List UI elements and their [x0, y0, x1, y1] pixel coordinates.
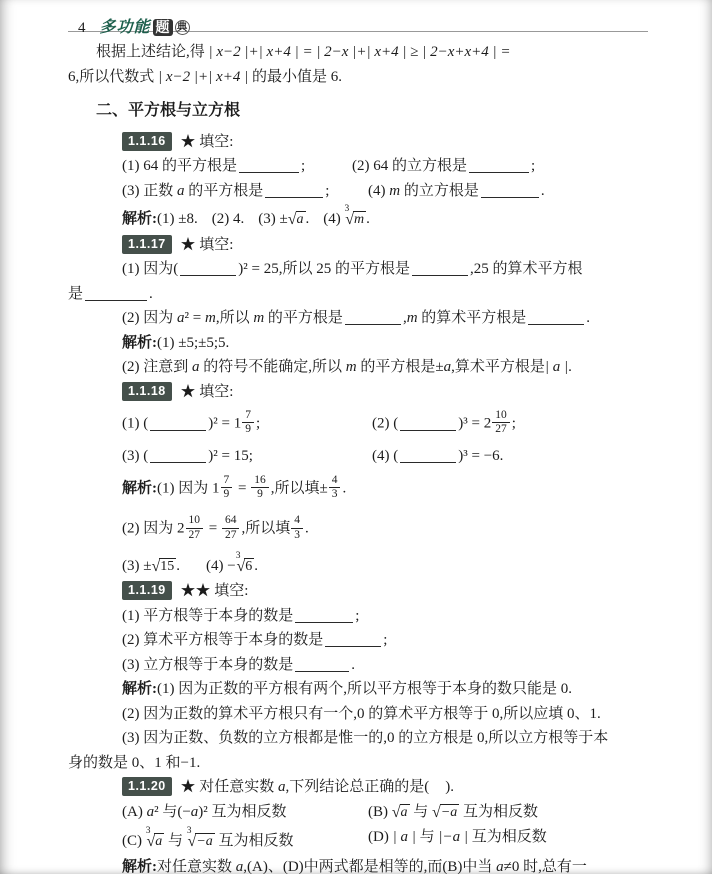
text: (1) 因为( [122, 261, 179, 277]
math-var: a [496, 858, 504, 874]
text: = [205, 521, 221, 538]
radical-sign-icon: √ [345, 211, 355, 228]
paragraph-line [68, 65, 652, 90]
text: 的符号不能确定,所以 [199, 359, 346, 375]
math-var: m [406, 310, 418, 326]
radical-sign-icon: √ [287, 211, 297, 228]
blank-field [400, 416, 456, 431]
text: (2) 注意到 [122, 359, 192, 375]
text: ; [301, 158, 306, 174]
blank-field [295, 657, 349, 672]
blank-field [239, 158, 299, 173]
blank-field [150, 448, 206, 463]
solution-line [122, 855, 652, 874]
continuation-line [68, 282, 652, 307]
solution-line [122, 203, 652, 233]
text: (B) [368, 803, 392, 820]
fraction-numerator: 7 [223, 473, 230, 486]
fraction-denominator: 27 [222, 528, 240, 542]
blank-field [180, 261, 236, 276]
text: (2) 64 的立方根是 [352, 158, 467, 174]
text: ≠0 时,总有一 [503, 858, 587, 874]
text: (4) [323, 211, 345, 227]
text: (3) 正数 [122, 182, 177, 199]
math-var: a [177, 310, 185, 326]
text: (3) ± [258, 211, 288, 227]
problem-line [122, 800, 652, 826]
fraction-denominator: 3 [329, 487, 341, 501]
text: (2) 因为 [122, 310, 177, 326]
fraction [221, 474, 233, 501]
text: (A) [122, 803, 147, 820]
text: ★ 对任意实数 [176, 779, 279, 796]
blank-field [412, 261, 468, 276]
text: ★ 填空: [176, 236, 234, 253]
math-var: m [204, 310, 216, 326]
text: . [304, 521, 309, 538]
text: 根据上述结论,得 [96, 44, 209, 60]
fraction [492, 409, 510, 436]
text: (2) 因为正数的算术平方根只有一个,0 的算术平方根等于 0,所以应填 0、1. [122, 705, 601, 722]
column-2 [368, 179, 545, 204]
text: . [351, 656, 355, 673]
text: (1) ±5;±5;5. [157, 334, 230, 351]
text: (4) [368, 182, 390, 199]
text: 身的数是 0、1 和−1. [68, 754, 201, 771]
solution-label: 解析: [122, 211, 157, 227]
solution-label: 解析: [122, 681, 157, 698]
math-var: a [443, 359, 452, 375]
math-var: a [190, 803, 199, 820]
math-var: a [177, 182, 185, 199]
text: (3) ± [122, 557, 152, 574]
text: )² = 15; [208, 448, 253, 465]
blank-field [469, 158, 529, 173]
solution-line [122, 331, 652, 356]
radicand: m [354, 212, 365, 227]
text: (C) [122, 833, 146, 850]
math-var: a [146, 803, 155, 820]
radical [392, 804, 410, 820]
fraction-denominator: 27 [186, 528, 204, 542]
column-1 [122, 154, 352, 179]
continuation-line [68, 751, 652, 776]
radical [432, 804, 459, 820]
text: 的最小值是 6. [248, 68, 342, 85]
text: 的算术平方根是 [417, 310, 527, 326]
text: . [586, 310, 591, 326]
radical [145, 826, 165, 851]
math-var: | x−2 |+| x+4 | = | 2−x |+| x+4 | ≥ | 2−x+x+4 | = [208, 44, 511, 60]
blank-field [150, 416, 206, 431]
text: (1) 平方根等于本身的数是 [122, 607, 294, 624]
fraction-denominator: 3 [291, 528, 303, 542]
text: ; [325, 182, 330, 199]
radicand: a [155, 834, 163, 850]
radicand: 15 [160, 558, 175, 574]
text: . [254, 557, 258, 574]
problem-line [122, 306, 652, 331]
text: (2) 算术平方根等于本身的数是 [122, 632, 324, 649]
problem-header [122, 233, 652, 258]
text: . [342, 480, 347, 497]
fraction-numerator: 4 [331, 473, 338, 486]
text: . [149, 285, 153, 302]
text: . [366, 211, 370, 227]
page-header [0, 0, 712, 36]
text: (D) [368, 829, 393, 846]
text: ,下列结论总正确的是( [285, 779, 430, 796]
text: (2) 4. [211, 211, 245, 227]
problem-line [122, 653, 652, 678]
radical-index: 3 [235, 550, 241, 561]
problem-line [122, 154, 652, 179]
logo-dian-mark: 典 [175, 20, 190, 35]
math-var: | a | [392, 829, 416, 846]
text: ,所以 [215, 310, 254, 326]
column-1 [122, 444, 372, 469]
fraction [186, 514, 204, 541]
text: ). [445, 779, 455, 796]
blank-field [400, 448, 456, 463]
text: ,所以填 [241, 521, 291, 538]
text: 互为相反数 [467, 829, 547, 846]
text: ; [355, 607, 360, 624]
problem-number-badge: 1.1.19 [122, 581, 172, 600]
logo-ti-badge: 题 [153, 19, 173, 36]
text: 的立方根是 [400, 182, 479, 199]
blank-field [345, 310, 401, 325]
solution-line [122, 550, 652, 580]
problem-number-badge: 1.1.17 [122, 235, 172, 254]
text: 与 [164, 833, 187, 850]
radical [288, 211, 306, 227]
column-1 [122, 800, 368, 825]
text: 6,所以代数式 [68, 68, 159, 85]
problem-number-badge: 1.1.18 [122, 382, 172, 401]
problem-header [122, 130, 652, 155]
blank-field [295, 608, 353, 623]
problem-line [122, 604, 652, 629]
text: ,算术平方根是 [451, 359, 545, 375]
text: )³ = −6. [458, 448, 504, 465]
solution-label: 解析: [122, 480, 157, 497]
problem-header [122, 775, 652, 800]
text: )² = 25,所以 25 的平方根是 [238, 261, 410, 277]
text: . [305, 211, 310, 227]
column-2 [352, 154, 535, 179]
radical-index: 3 [145, 826, 151, 837]
text: ² 与(− [154, 803, 191, 820]
text: ,所以填± [270, 480, 328, 497]
radical-index: 3 [186, 826, 192, 837]
text: ,(A)、(D)中两式都是相等的,而(B)中当 [243, 858, 497, 874]
text: (4) ( [372, 448, 399, 465]
radical [235, 550, 255, 575]
text: 与 [409, 803, 433, 820]
column-2 [368, 825, 547, 850]
text: )³ = 2 [458, 415, 492, 432]
page-content [0, 32, 712, 874]
text: ★ 填空: [176, 133, 234, 150]
text: 的平方根是 [264, 310, 343, 326]
text: 互为相反数 [459, 803, 539, 820]
radical-sign-icon: √ [187, 833, 197, 851]
text: )² = 1 [208, 415, 242, 432]
text: 互为相反数 [214, 833, 294, 850]
problem-header [122, 579, 652, 604]
text: (1) ( [122, 415, 149, 432]
blank-field [265, 183, 323, 198]
blank-field [481, 183, 539, 198]
column-1 [122, 825, 368, 855]
radicand: −a [196, 834, 213, 850]
problem-number-badge: 1.1.20 [122, 777, 172, 796]
math-var: | a | [544, 359, 569, 375]
fraction-numerator: 16 [254, 473, 266, 486]
text: ★★ 填空: [176, 583, 249, 600]
text: 是 [68, 285, 84, 302]
fraction-numerator: 10 [188, 514, 200, 527]
fraction [222, 514, 240, 541]
text: (1) ±8. [157, 211, 198, 227]
text: ; [531, 158, 536, 174]
text: ,25 的算术平方根 [469, 261, 583, 277]
radical-sign-icon: √ [146, 833, 156, 851]
fraction-denominator: 9 [251, 487, 269, 501]
fraction-denominator: 27 [492, 422, 510, 436]
radical-index: 3 [344, 204, 350, 214]
math-var: | x−2 |+| x+4 | [158, 68, 249, 85]
text: ★ 填空: [176, 383, 234, 400]
solution-line [122, 509, 652, 549]
text: . [540, 182, 545, 199]
text: ; [255, 415, 261, 432]
problem-line [122, 404, 652, 444]
fraction [251, 474, 269, 501]
text: 与 [415, 829, 439, 846]
radical-sign-icon: √ [151, 557, 161, 575]
text: (3) 立方根等于本身的数是 [122, 656, 294, 673]
text: ; [383, 632, 388, 649]
column-2 [372, 444, 503, 469]
fraction-numerator: 4 [294, 514, 300, 527]
radicand: a [296, 212, 304, 227]
problem-line [122, 825, 652, 855]
text: (2) 因为 2 [122, 521, 185, 538]
radical-sign-icon: √ [391, 803, 401, 821]
fraction [329, 474, 341, 501]
column-2 [368, 800, 538, 826]
text: (3) ( [122, 448, 149, 465]
radicand: −a [440, 804, 458, 820]
math-var: a [235, 858, 244, 874]
math-var: m [389, 182, 401, 199]
paragraph-line [96, 40, 652, 65]
logo-text: 多功能 [99, 19, 151, 36]
math-var: |−a | [438, 829, 468, 846]
math-var: m [345, 359, 357, 375]
problem-number-badge: 1.1.16 [122, 132, 172, 151]
problem-line [122, 444, 652, 469]
text: (2) ( [372, 415, 399, 432]
text: 的平方根是 [184, 182, 264, 199]
blank-field [528, 310, 584, 325]
text: (1) 因为 1 [157, 480, 220, 497]
math-var: a [278, 779, 286, 796]
column-1 [122, 179, 368, 204]
problem-header [122, 380, 652, 405]
fraction-numerator: 64 [224, 514, 237, 527]
solution-line [122, 726, 652, 751]
page-number: 4 [78, 20, 86, 36]
solution-line [122, 677, 652, 702]
problem-line [122, 257, 652, 282]
solution-label: 解析: [122, 334, 157, 351]
radical [151, 558, 176, 574]
blank-field [85, 286, 147, 301]
math-var: m [253, 310, 265, 326]
fraction-numerator: 10 [495, 409, 507, 421]
text: ; [511, 415, 516, 432]
text: . [176, 557, 181, 574]
radicand: 6 [245, 558, 253, 574]
text: 的平方根是± [356, 359, 444, 375]
text: , [402, 310, 407, 326]
fraction-denominator: 9 [221, 487, 233, 501]
problem-line [122, 179, 652, 204]
fraction [291, 514, 303, 541]
text: (4) − [206, 557, 236, 574]
radical-sign-icon: √ [432, 803, 441, 821]
radical [344, 204, 367, 228]
fraction [242, 409, 254, 436]
radical-sign-icon: √ [236, 557, 246, 575]
blank-field [325, 632, 381, 647]
text: = [234, 480, 251, 497]
fraction-numerator: 7 [245, 409, 251, 421]
text: . [568, 359, 572, 375]
fraction-denominator: 9 [242, 422, 254, 436]
text: (3) 因为正数、负数的立方根都是惟一的,0 的立方根是 0,所以立方根等于本 [122, 730, 609, 747]
text: (1) 因为正数的平方根有两个,所以平方根等于本身的数只能是 0. [157, 681, 572, 698]
text: 对任意实数 [157, 858, 236, 874]
text: 二、平方根与立方根 [96, 102, 241, 119]
column-2 [372, 409, 516, 439]
math-var: a [192, 359, 200, 375]
text: (1) 64 的平方根是 [122, 158, 237, 174]
radical [186, 826, 215, 851]
text: )² 互为相反数 [198, 803, 287, 820]
text: ² = [184, 310, 205, 326]
solution-label: 解析: [122, 858, 157, 874]
section-heading [96, 99, 652, 124]
solution-line [122, 355, 652, 380]
book-logo [100, 19, 190, 36]
solution-line [122, 469, 652, 509]
radicand: a [400, 804, 408, 820]
column-1 [122, 409, 372, 439]
problem-line [122, 628, 652, 653]
solution-line [122, 702, 652, 727]
